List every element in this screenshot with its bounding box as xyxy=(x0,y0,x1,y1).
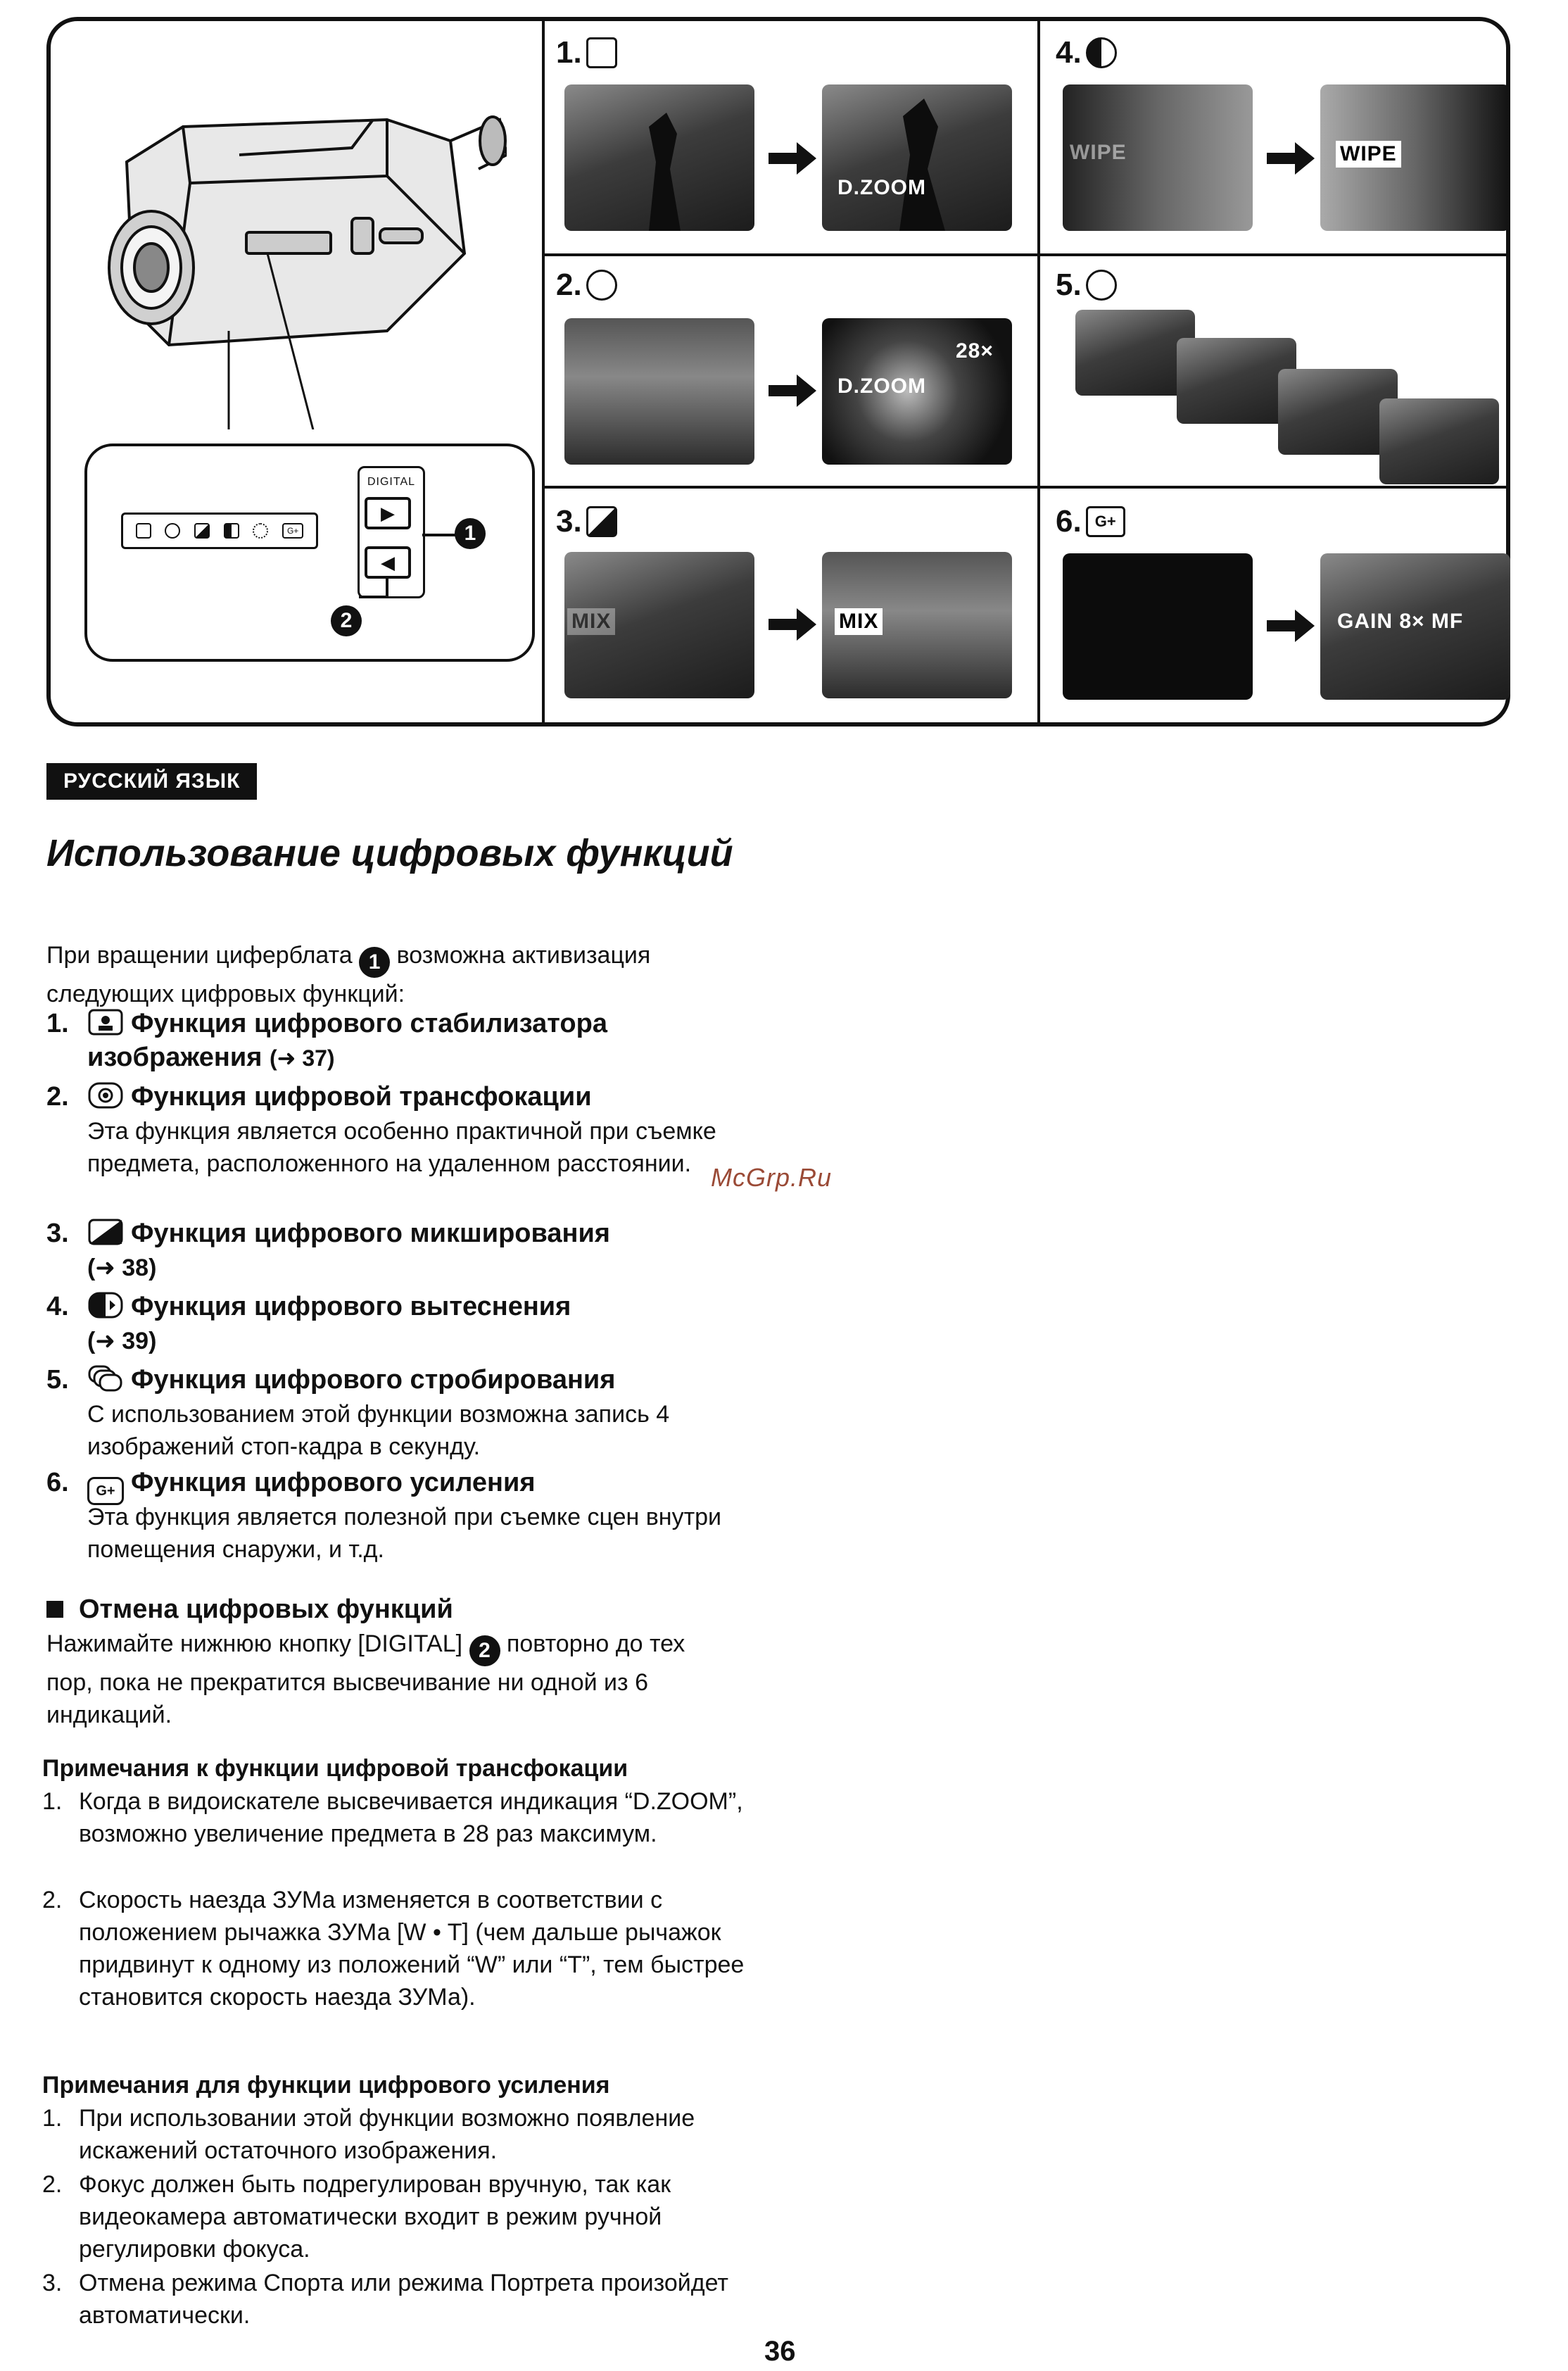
panel-5-label: 5. xyxy=(1056,268,1117,303)
panel-2-before-photo xyxy=(564,318,754,465)
arrow-icon xyxy=(769,373,818,408)
arrow-icon xyxy=(1267,608,1316,643)
strobe-icon xyxy=(87,1364,124,1392)
camcorder-illustration xyxy=(84,77,507,429)
gain-note-3: 3. Отмена режима Спорта или режима Портрета произойдет автоматически. xyxy=(42,2270,728,2329)
panel-6-before-photo xyxy=(1063,553,1253,700)
mix-icon xyxy=(194,523,210,539)
cancel-section-heading: Отмена цифровых функций xyxy=(46,1592,453,1626)
wipe-icon xyxy=(1086,37,1117,68)
wipe-overlay: WIPE xyxy=(1336,141,1401,168)
page-title: Использование цифровых функций xyxy=(46,832,733,874)
zoom-icon xyxy=(586,270,617,301)
gain-notes-heading: Примечания для функции цифрового усиления xyxy=(42,2072,610,2099)
strobe-frame-4 xyxy=(1379,398,1499,484)
panel-3-before-photo xyxy=(564,552,754,698)
mix-icon xyxy=(87,1218,124,1246)
cancel-paragraph: Нажимайте нижнюю кнопку [DIGITAL] 2 повторно до тех пор, пока не прекратится высвечивание ни одной из 6 индикаций. xyxy=(46,1630,685,1728)
figure-divider xyxy=(543,253,1510,256)
strobe-icon xyxy=(253,523,268,539)
mix-overlay: MIX xyxy=(567,608,615,635)
zoom-icon xyxy=(165,523,180,539)
gain-note-1: 1. При использовании этой функции возможно появление искажений остаточного изображения. xyxy=(42,2105,695,2164)
stabilizer-icon xyxy=(87,1008,124,1036)
digital-down-button[interactable]: ◀ xyxy=(365,546,411,579)
callout-badge-1: 1 xyxy=(455,518,486,549)
callout-badge-2: 2 xyxy=(331,605,362,636)
figure-divider xyxy=(543,486,1510,489)
panel-4-after-photo xyxy=(1320,84,1510,231)
digital-label: DIGITAL xyxy=(367,476,416,488)
panel-1-label: 1. xyxy=(556,35,617,70)
callout-badge-2: 2 xyxy=(469,1635,500,1666)
stabilizer-icon xyxy=(136,523,151,539)
callout-badge-1: 1 xyxy=(359,947,390,978)
strobe-icon xyxy=(1086,270,1117,301)
stabilizer-icon xyxy=(586,37,617,68)
wipe-icon xyxy=(224,523,239,539)
mix-icon xyxy=(586,506,617,537)
zoom-note-1: 1. Когда в видоискателе высвечивается индикация “D.ZOOM”, возможно увеличение предмета в 28 раз максимум. xyxy=(42,1788,743,1847)
d-zoom-overlay: D.ZOOM xyxy=(837,176,926,199)
panel-1-before-photo xyxy=(564,84,754,231)
intro-paragraph: При вращении циферблата 1 возможна активизация следующих цифровых функций: xyxy=(46,942,651,1007)
panel-4-before-photo xyxy=(1063,84,1253,231)
gain-icon: G+ xyxy=(87,1477,124,1505)
mode-indicator-strip xyxy=(121,512,318,549)
panel-6-label: 6. G+ xyxy=(1056,504,1125,539)
zoom-icon xyxy=(87,1081,124,1109)
d-zoom-overlay: D.ZOOM xyxy=(837,375,926,398)
panel-3-after-photo xyxy=(822,552,1012,698)
panel-1-after-photo xyxy=(822,84,1012,231)
gain-overlay: GAIN 8× MF xyxy=(1337,610,1464,633)
language-tag: РУССКИЙ ЯЗЫК xyxy=(46,763,257,800)
mix-overlay: MIX xyxy=(835,608,883,635)
panel-6-after-photo xyxy=(1320,553,1510,700)
square-bullet-icon xyxy=(46,1601,63,1618)
page-number: 36 xyxy=(764,2336,796,2367)
figure-divider xyxy=(542,21,545,722)
arrow-icon xyxy=(769,141,818,176)
zoom-note-2: 2. Скорость наезда ЗУМа изменяется в соответствии с положением рычажка ЗУМа [W • T] (чем дальше рычажок придвинут к одному из положений “W” или “T”, тем быстрее становится скорость наезда ЗУМа). xyxy=(42,1887,745,2011)
gain-icon: G+ xyxy=(1086,506,1125,537)
arrow-icon xyxy=(769,607,818,642)
zoom-notes-heading: Примечания к функции цифровой трансфокации xyxy=(42,1755,628,1782)
digital-up-button[interactable]: ▶ xyxy=(365,497,411,529)
panel-2-after-photo xyxy=(822,318,1012,465)
wipe-icon xyxy=(87,1291,124,1319)
wipe-overlay: WIPE xyxy=(1070,141,1127,164)
panel-4-label: 4. xyxy=(1056,35,1117,70)
gain-note-2: 2. Фокус должен быть подрегулирован вручную, так как видеокамера автоматически входит в режим ручной регулировки фокуса. xyxy=(42,2171,671,2263)
gain-icon: G+ xyxy=(282,523,303,539)
panel-3-label: 3. xyxy=(556,504,617,539)
panel-2-label: 2. xyxy=(556,268,617,303)
figure-divider xyxy=(1037,21,1040,722)
arrow-icon xyxy=(1267,141,1316,176)
watermark: McGrp.Ru xyxy=(711,1163,833,1192)
zoom-level-overlay: 28× xyxy=(956,339,994,363)
